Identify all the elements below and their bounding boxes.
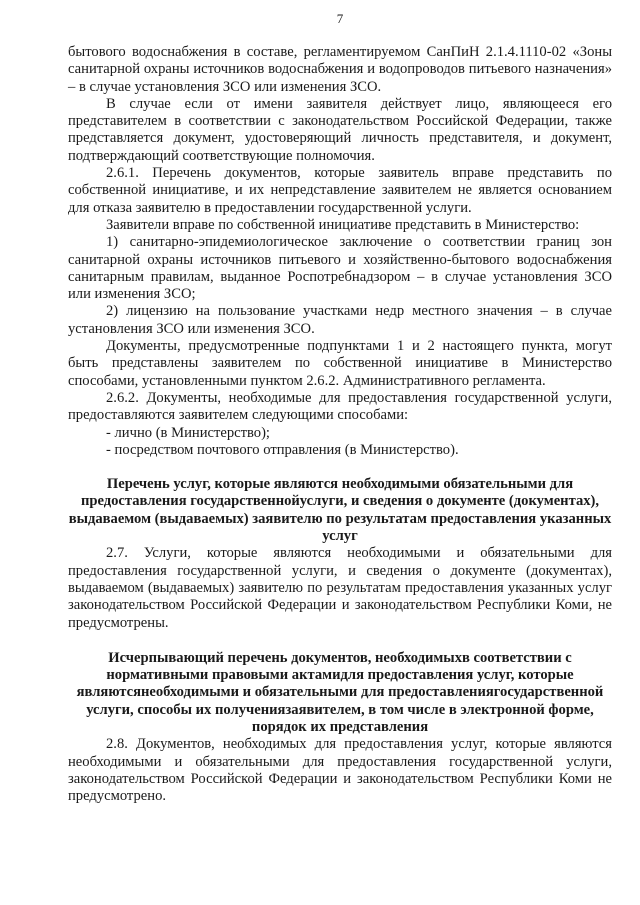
paragraph-2-8: 2.8. Документов, необходимых для предоставления услуг, которые являются необходимыми и обязательными для предоставления государственной услуги, законодательством Российской Федерации и законодательством Республики Коми не предусмотрено. [68, 736, 612, 805]
paragraph-documents-submission: Документы, предусмотренные подпунктами 1 и 2 настоящего пункта, могут быть представлены заявителем по собственной инициативе в Министерство способами, установленными пунктом 2.6.2. Административного регламента. [68, 338, 612, 389]
paragraph-item-2: 2) лицензию на пользование участками недр местного значения – в случае установления ЗСО или изменения ЗСО. [68, 303, 612, 337]
paragraph-item-1: 1) санитарно-эпидемиологическое заключение о соответствии границ зон санитарной охраны источников питьевого и хозяйственно-бытового водоснабжения санитарным правилам, выданное Роспотребнадзором – в случае установления ЗСО или изменения ЗСО; [68, 234, 612, 303]
paragraph-2-6-1: 2.6.1. Перечень документов, которые заявитель вправе представить по собственной инициативе, и их непредставление заявителем не является основанием для отказа заявителю в предоставлении государственной услуги. [68, 165, 612, 216]
paragraph-representative: В случае если от имени заявителя действует лицо, являющееся его представителем в соответствии с законодательством Российской Федерации, также представляется документ, удостоверяющий личность представителя, и документ, подтверждающий соответствующие полномочия. [68, 95, 612, 164]
page-number: 7 [336, 11, 344, 26]
document-page [68, 10, 612, 805]
paragraph-water-supply-continuation: бытового водоснабжения в составе, регламентируемом СанПиН 2.1.4.1110-02 «Зоны санитарной охраны источников водоснабжения и водопроводов питьевого назначения» – в случае установления ЗСО или изменения ЗСО. [68, 44, 612, 95]
paragraph-2-7: 2.7. Услуги, которые являются необходимыми и обязательными для предоставления государственной услуги, и сведения о документе (документах), выдаваемом (выдаваемых) заявителю по результатам предоставления указанных услуг законодательством Российской Федерации и законодательством Республики Коми, не предусмотрены. [68, 545, 612, 631]
section-heading-required-services: Перечень услуг, которые являются необходимыми обязательными для предоставления государственнойуслуги, и сведения о документе (документах), выдаваемом (выдаваемых) заявителю по результатам предоставления указанных услуг [68, 476, 612, 545]
section-heading-documents-list: Исчерпывающий перечень документов, необходимыхв соответствии с нормативными правовыми актамидля предоставления услуг, которые являютсянеобходимыми и обязательными для предоставлениягосударственной услуги, способы их получениязаявителем, в том числе в электронной форме, порядок их представления [76, 649, 604, 735]
paragraph-applicants-may-submit: Заявители вправе по собственной инициативе представить в Министерство: [106, 216, 580, 233]
list-item-in-person: - лично (в Министерство); [106, 424, 270, 441]
section-spacer [68, 459, 612, 476]
list-item-by-mail: - посредством почтового отправления (в Министерство). [106, 441, 459, 458]
section-spacer [68, 632, 612, 650]
paragraph-2-6-2: 2.6.2. Документы, необходимые для предоставления государственной услуги, предоставляются заявителем следующими способами: [68, 389, 612, 424]
